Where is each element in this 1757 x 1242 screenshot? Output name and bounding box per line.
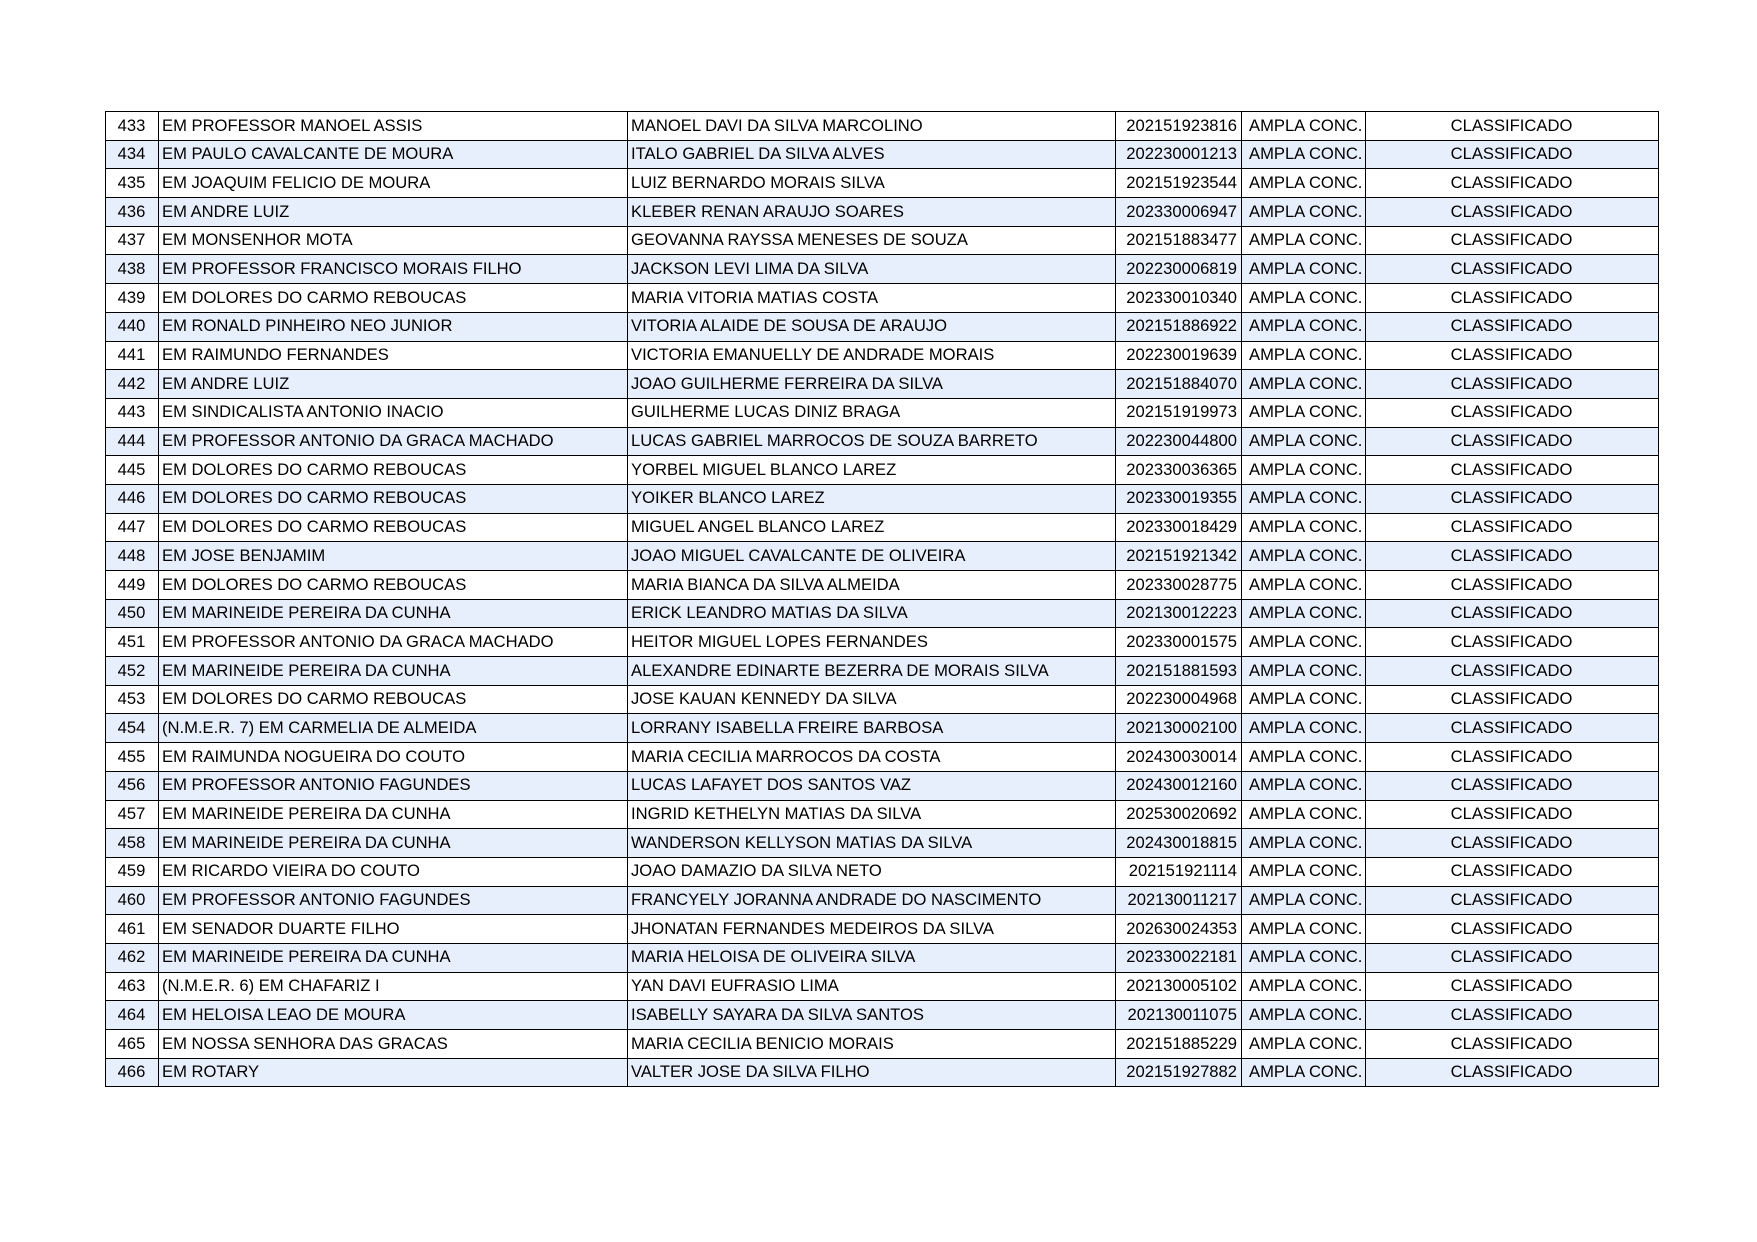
table-row <box>106 456 1659 485</box>
row-number-cell: 460 <box>106 886 159 915</box>
row-number-cell: 442 <box>106 370 159 399</box>
table-row <box>106 1058 1659 1087</box>
status-cell: CLASSIFICADO <box>1366 657 1659 686</box>
school-cell: EM RAIMUNDA NOGUEIRA DO COUTO <box>159 743 628 772</box>
status-cell: CLASSIFICADO <box>1366 685 1659 714</box>
quota-type-cell: AMPLA CONC. <box>1242 714 1366 743</box>
status-cell: CLASSIFICADO <box>1366 886 1659 915</box>
status-cell: CLASSIFICADO <box>1366 140 1659 169</box>
student-name-cell: VALTER JOSE DA SILVA FILHO <box>628 1058 1116 1087</box>
table-row <box>106 341 1659 370</box>
table-row <box>106 771 1659 800</box>
status-cell: CLASSIFICADO <box>1366 341 1659 370</box>
registration-id-cell: 202151884070 <box>1116 370 1242 399</box>
student-name-cell: LUCAS GABRIEL MARROCOS DE SOUZA BARRETO <box>628 427 1116 456</box>
school-cell: EM RAIMUNDO FERNANDES <box>159 341 628 370</box>
school-cell: EM ANDRE LUIZ <box>159 198 628 227</box>
school-cell: EM MARINEIDE PEREIRA DA CUNHA <box>159 657 628 686</box>
row-number-cell: 461 <box>106 915 159 944</box>
quota-type-cell: AMPLA CONC. <box>1242 140 1366 169</box>
quota-type-cell: AMPLA CONC. <box>1242 800 1366 829</box>
school-cell: EM DOLORES DO CARMO REBOUCAS <box>159 484 628 513</box>
quota-type-cell: AMPLA CONC. <box>1242 829 1366 858</box>
row-number-cell: 441 <box>106 341 159 370</box>
school-cell: EM PROFESSOR ANTONIO FAGUNDES <box>159 771 628 800</box>
table-row <box>106 226 1659 255</box>
student-name-cell: ISABELLY SAYARA DA SILVA SANTOS <box>628 1001 1116 1030</box>
table-row <box>106 972 1659 1001</box>
status-cell: CLASSIFICADO <box>1366 628 1659 657</box>
student-name-cell: VICTORIA EMANUELLY DE ANDRADE MORAIS <box>628 341 1116 370</box>
registration-id-cell: 202151886922 <box>1116 312 1242 341</box>
row-number-cell: 455 <box>106 743 159 772</box>
row-number-cell: 453 <box>106 685 159 714</box>
quota-type-cell: AMPLA CONC. <box>1242 599 1366 628</box>
registration-id-cell: 202530020692 <box>1116 800 1242 829</box>
school-cell: EM PROFESSOR ANTONIO FAGUNDES <box>159 886 628 915</box>
school-cell: EM PROFESSOR MANOEL ASSIS <box>159 112 628 141</box>
school-cell: EM ROTARY <box>159 1058 628 1087</box>
student-name-cell: YAN DAVI EUFRASIO LIMA <box>628 972 1116 1001</box>
quota-type-cell: AMPLA CONC. <box>1242 943 1366 972</box>
registration-id-cell: 202151923544 <box>1116 169 1242 198</box>
table-body <box>106 112 1659 1087</box>
registration-id-cell: 202330006947 <box>1116 198 1242 227</box>
quota-type-cell: AMPLA CONC. <box>1242 857 1366 886</box>
row-number-cell: 459 <box>106 857 159 886</box>
school-cell: EM NOSSA SENHORA DAS GRACAS <box>159 1030 628 1059</box>
row-number-cell: 457 <box>106 800 159 829</box>
status-cell: CLASSIFICADO <box>1366 1030 1659 1059</box>
status-cell: CLASSIFICADO <box>1366 370 1659 399</box>
quota-type-cell: AMPLA CONC. <box>1242 771 1366 800</box>
quota-type-cell: AMPLA CONC. <box>1242 1058 1366 1087</box>
student-name-cell: LORRANY ISABELLA FREIRE BARBOSA <box>628 714 1116 743</box>
quota-type-cell: AMPLA CONC. <box>1242 657 1366 686</box>
quota-type-cell: AMPLA CONC. <box>1242 427 1366 456</box>
registration-id-cell: 202130011217 <box>1116 886 1242 915</box>
quota-type-cell: AMPLA CONC. <box>1242 456 1366 485</box>
school-cell: EM MARINEIDE PEREIRA DA CUNHA <box>159 599 628 628</box>
student-name-cell: GUILHERME LUCAS DINIZ BRAGA <box>628 398 1116 427</box>
school-cell: EM RICARDO VIEIRA DO COUTO <box>159 857 628 886</box>
row-number-cell: 435 <box>106 169 159 198</box>
status-cell: CLASSIFICADO <box>1366 198 1659 227</box>
status-cell: CLASSIFICADO <box>1366 800 1659 829</box>
status-cell: CLASSIFICADO <box>1366 484 1659 513</box>
table-row <box>106 284 1659 313</box>
registration-id-cell: 202330022181 <box>1116 943 1242 972</box>
registration-id-cell: 202330018429 <box>1116 513 1242 542</box>
table-row <box>106 370 1659 399</box>
row-number-cell: 443 <box>106 398 159 427</box>
status-cell: CLASSIFICADO <box>1366 743 1659 772</box>
status-cell: CLASSIFICADO <box>1366 398 1659 427</box>
registration-id-cell: 202430018815 <box>1116 829 1242 858</box>
status-cell: CLASSIFICADO <box>1366 1058 1659 1087</box>
registration-id-cell: 202151885229 <box>1116 1030 1242 1059</box>
registration-id-cell: 202130011075 <box>1116 1001 1242 1030</box>
student-name-cell: MARIA CECILIA MARROCOS DA COSTA <box>628 743 1116 772</box>
school-cell: EM DOLORES DO CARMO REBOUCAS <box>159 685 628 714</box>
table-row <box>106 398 1659 427</box>
registration-id-cell: 202130002100 <box>1116 714 1242 743</box>
quota-type-cell: AMPLA CONC. <box>1242 112 1366 141</box>
status-cell: CLASSIFICADO <box>1366 829 1659 858</box>
status-cell: CLASSIFICADO <box>1366 226 1659 255</box>
school-cell: (N.M.E.R. 6) EM CHAFARIZ I <box>159 972 628 1001</box>
row-number-cell: 440 <box>106 312 159 341</box>
school-cell: EM RONALD PINHEIRO NEO JUNIOR <box>159 312 628 341</box>
school-cell: EM JOAQUIM FELICIO DE MOURA <box>159 169 628 198</box>
table-row <box>106 112 1659 141</box>
student-name-cell: GEOVANNA RAYSSA MENESES DE SOUZA <box>628 226 1116 255</box>
registration-id-cell: 202430030014 <box>1116 743 1242 772</box>
student-name-cell: JOAO DAMAZIO DA SILVA NETO <box>628 857 1116 886</box>
table-row <box>106 943 1659 972</box>
row-number-cell: 452 <box>106 657 159 686</box>
registration-id-cell: 202151927882 <box>1116 1058 1242 1087</box>
row-number-cell: 458 <box>106 829 159 858</box>
registration-id-cell: 202230019639 <box>1116 341 1242 370</box>
table-row <box>106 1030 1659 1059</box>
status-cell: CLASSIFICADO <box>1366 915 1659 944</box>
status-cell: CLASSIFICADO <box>1366 284 1659 313</box>
row-number-cell: 466 <box>106 1058 159 1087</box>
table-row <box>106 571 1659 600</box>
table-row <box>106 743 1659 772</box>
row-number-cell: 462 <box>106 943 159 972</box>
status-cell: CLASSIFICADO <box>1366 599 1659 628</box>
status-cell: CLASSIFICADO <box>1366 112 1659 141</box>
status-cell: CLASSIFICADO <box>1366 542 1659 571</box>
row-number-cell: 450 <box>106 599 159 628</box>
quota-type-cell: AMPLA CONC. <box>1242 312 1366 341</box>
status-cell: CLASSIFICADO <box>1366 312 1659 341</box>
student-name-cell: INGRID KETHELYN MATIAS DA SILVA <box>628 800 1116 829</box>
student-name-cell: LUCAS LAFAYET DOS SANTOS VAZ <box>628 771 1116 800</box>
table-row <box>106 657 1659 686</box>
quota-type-cell: AMPLA CONC. <box>1242 972 1366 1001</box>
registration-id-cell: 202151881593 <box>1116 657 1242 686</box>
school-cell: EM SINDICALISTA ANTONIO INACIO <box>159 398 628 427</box>
table-row <box>106 685 1659 714</box>
row-number-cell: 456 <box>106 771 159 800</box>
quota-type-cell: AMPLA CONC. <box>1242 915 1366 944</box>
student-name-cell: MARIA HELOISA DE OLIVEIRA SILVA <box>628 943 1116 972</box>
student-name-cell: WANDERSON KELLYSON MATIAS DA SILVA <box>628 829 1116 858</box>
quota-type-cell: AMPLA CONC. <box>1242 169 1366 198</box>
registration-id-cell: 202330001575 <box>1116 628 1242 657</box>
row-number-cell: 436 <box>106 198 159 227</box>
student-name-cell: ERICK LEANDRO MATIAS DA SILVA <box>628 599 1116 628</box>
table-row <box>106 484 1659 513</box>
student-name-cell: JOSE KAUAN KENNEDY DA SILVA <box>628 685 1116 714</box>
table-row <box>106 198 1659 227</box>
row-number-cell: 447 <box>106 513 159 542</box>
student-name-cell: MARIA VITORIA MATIAS COSTA <box>628 284 1116 313</box>
quota-type-cell: AMPLA CONC. <box>1242 1001 1366 1030</box>
row-number-cell: 444 <box>106 427 159 456</box>
row-number-cell: 439 <box>106 284 159 313</box>
quota-type-cell: AMPLA CONC. <box>1242 542 1366 571</box>
registration-id-cell: 202330028775 <box>1116 571 1242 600</box>
status-cell: CLASSIFICADO <box>1366 169 1659 198</box>
quota-type-cell: AMPLA CONC. <box>1242 284 1366 313</box>
school-cell: EM MARINEIDE PEREIRA DA CUNHA <box>159 829 628 858</box>
registration-id-cell: 202130012223 <box>1116 599 1242 628</box>
status-cell: CLASSIFICADO <box>1366 427 1659 456</box>
row-number-cell: 449 <box>106 571 159 600</box>
school-cell: EM SENADOR DUARTE FILHO <box>159 915 628 944</box>
registration-id-cell: 202430012160 <box>1116 771 1242 800</box>
school-cell: EM DOLORES DO CARMO REBOUCAS <box>159 284 628 313</box>
quota-type-cell: AMPLA CONC. <box>1242 743 1366 772</box>
school-cell: EM DOLORES DO CARMO REBOUCAS <box>159 571 628 600</box>
row-number-cell: 445 <box>106 456 159 485</box>
registration-id-cell: 202151883477 <box>1116 226 1242 255</box>
student-name-cell: ITALO GABRIEL DA SILVA ALVES <box>628 140 1116 169</box>
row-number-cell: 448 <box>106 542 159 571</box>
student-name-cell: YOIKER BLANCO LAREZ <box>628 484 1116 513</box>
row-number-cell: 437 <box>106 226 159 255</box>
quota-type-cell: AMPLA CONC. <box>1242 370 1366 399</box>
status-cell: CLASSIFICADO <box>1366 571 1659 600</box>
table-row <box>106 886 1659 915</box>
quota-type-cell: AMPLA CONC. <box>1242 685 1366 714</box>
quota-type-cell: AMPLA CONC. <box>1242 398 1366 427</box>
student-name-cell: JHONATAN FERNANDES MEDEIROS DA SILVA <box>628 915 1116 944</box>
school-cell: EM DOLORES DO CARMO REBOUCAS <box>159 513 628 542</box>
row-number-cell: 465 <box>106 1030 159 1059</box>
school-cell: EM ANDRE LUIZ <box>159 370 628 399</box>
registration-id-cell: 202630024353 <box>1116 915 1242 944</box>
registration-id-cell: 202151921342 <box>1116 542 1242 571</box>
status-cell: CLASSIFICADO <box>1366 857 1659 886</box>
school-cell: EM MONSENHOR MOTA <box>159 226 628 255</box>
classification-table <box>105 111 1659 1087</box>
registration-id-cell: 202130005102 <box>1116 972 1242 1001</box>
student-name-cell: JOAO GUILHERME FERREIRA DA SILVA <box>628 370 1116 399</box>
status-cell: CLASSIFICADO <box>1366 255 1659 284</box>
table-row <box>106 255 1659 284</box>
school-cell: (N.M.E.R. 7) EM CARMELIA DE ALMEIDA <box>159 714 628 743</box>
student-name-cell: LUIZ BERNARDO MORAIS SILVA <box>628 169 1116 198</box>
status-cell: CLASSIFICADO <box>1366 456 1659 485</box>
registration-id-cell: 202230044800 <box>1116 427 1242 456</box>
table-row <box>106 542 1659 571</box>
table-row <box>106 427 1659 456</box>
school-cell: EM PAULO CAVALCANTE DE MOURA <box>159 140 628 169</box>
student-name-cell: MARIA BIANCA DA SILVA ALMEIDA <box>628 571 1116 600</box>
row-number-cell: 451 <box>106 628 159 657</box>
row-number-cell: 464 <box>106 1001 159 1030</box>
quota-type-cell: AMPLA CONC. <box>1242 513 1366 542</box>
status-cell: CLASSIFICADO <box>1366 513 1659 542</box>
table-row <box>106 800 1659 829</box>
quota-type-cell: AMPLA CONC. <box>1242 226 1366 255</box>
row-number-cell: 446 <box>106 484 159 513</box>
student-name-cell: MIGUEL ANGEL BLANCO LAREZ <box>628 513 1116 542</box>
status-cell: CLASSIFICADO <box>1366 972 1659 1001</box>
quota-type-cell: AMPLA CONC. <box>1242 341 1366 370</box>
school-cell: EM JOSE BENJAMIM <box>159 542 628 571</box>
quota-type-cell: AMPLA CONC. <box>1242 571 1366 600</box>
status-cell: CLASSIFICADO <box>1366 771 1659 800</box>
table-row <box>106 169 1659 198</box>
student-name-cell: MANOEL DAVI DA SILVA MARCOLINO <box>628 112 1116 141</box>
registration-id-cell: 202230001213 <box>1116 140 1242 169</box>
student-name-cell: JACKSON LEVI LIMA DA SILVA <box>628 255 1116 284</box>
table-row <box>106 312 1659 341</box>
row-number-cell: 434 <box>106 140 159 169</box>
registration-id-cell: 202151921114 <box>1116 857 1242 886</box>
table-row <box>106 1001 1659 1030</box>
table-row <box>106 829 1659 858</box>
school-cell: EM DOLORES DO CARMO REBOUCAS <box>159 456 628 485</box>
registration-id-cell: 202330019355 <box>1116 484 1242 513</box>
school-cell: EM PROFESSOR FRANCISCO MORAIS FILHO <box>159 255 628 284</box>
row-number-cell: 454 <box>106 714 159 743</box>
status-cell: CLASSIFICADO <box>1366 714 1659 743</box>
quota-type-cell: AMPLA CONC. <box>1242 255 1366 284</box>
school-cell: EM HELOISA LEAO DE MOURA <box>159 1001 628 1030</box>
table-row <box>106 915 1659 944</box>
student-name-cell: HEITOR MIGUEL LOPES FERNANDES <box>628 628 1116 657</box>
table-row <box>106 714 1659 743</box>
registration-id-cell: 202151923816 <box>1116 112 1242 141</box>
student-name-cell: VITORIA ALAIDE DE SOUSA DE ARAUJO <box>628 312 1116 341</box>
row-number-cell: 463 <box>106 972 159 1001</box>
school-cell: EM MARINEIDE PEREIRA DA CUNHA <box>159 943 628 972</box>
row-number-cell: 438 <box>106 255 159 284</box>
row-number-cell: 433 <box>106 112 159 141</box>
registration-id-cell: 202330010340 <box>1116 284 1242 313</box>
student-name-cell: YORBEL MIGUEL BLANCO LAREZ <box>628 456 1116 485</box>
student-name-cell: JOAO MIGUEL CAVALCANTE DE OLIVEIRA <box>628 542 1116 571</box>
student-name-cell: KLEBER RENAN ARAUJO SOARES <box>628 198 1116 227</box>
student-name-cell: MARIA CECILIA BENICIO MORAIS <box>628 1030 1116 1059</box>
status-cell: CLASSIFICADO <box>1366 1001 1659 1030</box>
school-cell: EM PROFESSOR ANTONIO DA GRACA MACHADO <box>159 628 628 657</box>
table-row <box>106 857 1659 886</box>
table-row <box>106 599 1659 628</box>
registration-id-cell: 202330036365 <box>1116 456 1242 485</box>
quota-type-cell: AMPLA CONC. <box>1242 628 1366 657</box>
registration-id-cell: 202151919973 <box>1116 398 1242 427</box>
status-cell: CLASSIFICADO <box>1366 943 1659 972</box>
student-name-cell: FRANCYELY JORANNA ANDRADE DO NASCIMENTO <box>628 886 1116 915</box>
quota-type-cell: AMPLA CONC. <box>1242 198 1366 227</box>
school-cell: EM PROFESSOR ANTONIO DA GRACA MACHADO <box>159 427 628 456</box>
quota-type-cell: AMPLA CONC. <box>1242 484 1366 513</box>
registration-id-cell: 202230006819 <box>1116 255 1242 284</box>
table-row <box>106 140 1659 169</box>
table-row <box>106 513 1659 542</box>
student-name-cell: ALEXANDRE EDINARTE BEZERRA DE MORAIS SILVA <box>628 657 1116 686</box>
table-row <box>106 628 1659 657</box>
quota-type-cell: AMPLA CONC. <box>1242 1030 1366 1059</box>
school-cell: EM MARINEIDE PEREIRA DA CUNHA <box>159 800 628 829</box>
registration-id-cell: 202230004968 <box>1116 685 1242 714</box>
quota-type-cell: AMPLA CONC. <box>1242 886 1366 915</box>
